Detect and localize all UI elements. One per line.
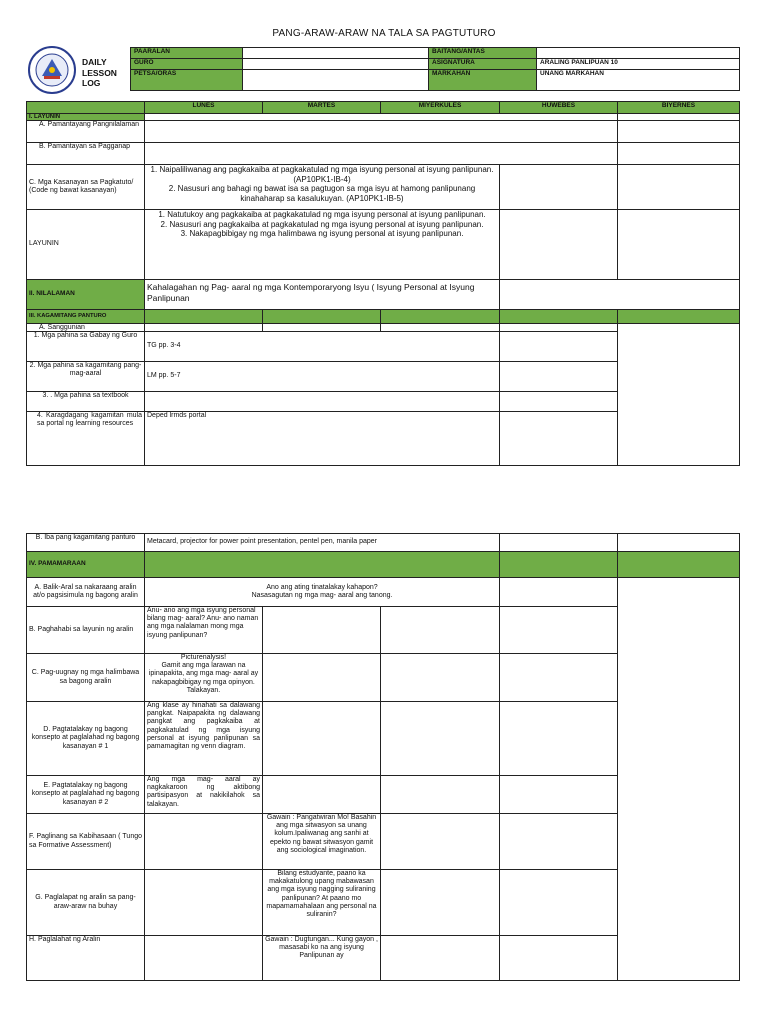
paghahabi-label: B. Paghahabi sa layunin ng aralin [27, 607, 145, 654]
day-header-miyerkules: MIYERKULES [381, 102, 500, 114]
balik-aral-label: A. Balik-Aral sa nakaraang aralin at/o pagsisimula ng bagong aralin [27, 578, 145, 607]
nilalaman-content: Kahalagahan ng Pag- aaral ng mga Kontemporaryong Isyu ( Isyung Personal at Isyung Panlipunan [145, 280, 500, 310]
sanggunian-label: A. Sanggunian [27, 324, 145, 332]
day-header-biyernes: BIYERNES [618, 102, 740, 114]
paaralan-value[interactable] [243, 48, 429, 59]
lesson-table-bottom [26, 533, 740, 981]
karagdagang-kagamitan-value: Deped lrmds portal [145, 412, 500, 466]
layunin-label: LAYUNIN [27, 210, 145, 280]
paglalahat-content: Gawain : Dugtungan... Kung gayon , masasabi ko na ang isyung Panlipunan ay [263, 936, 381, 981]
iba-pang-kagamitan-value: Metacard, projector for power point presentation, pentel pen, manila paper [145, 534, 500, 552]
paglalahat-label: H. Paglalahat ng Aralin [27, 936, 145, 981]
kagamitang-mag-aaral-label: 2. Mga pahina sa kagamitang pang- mag-aaral [27, 362, 145, 392]
kasanayan-content: 1. Naipaliliwanag ang pagkakaiba at pagkakatulad ng mga isyung personal at isyung panlipunan. (AP10PK1-IB-4) 2. Nasusuri ang bahagi ng bawat isa sa pagtugon sa mga isyu at hamong panlipunang kinahaharap sa kasalukuyan. (AP10PK1-IB-5) [145, 165, 500, 210]
asignatura-label: ASIGNATURA [429, 59, 537, 70]
asignatura-value: ARALING PANLIPUAN 10 [537, 59, 740, 70]
balik-aral-content: Ano ang ating tinatalakay kahapon? Nasasagutan ng mga mag- aaral ang tanong. [145, 578, 500, 607]
lesson-table-top [26, 101, 740, 466]
paglinang-content: Gawain : Pangatwiran Mo! Basahin ang mga sitwasyon sa unang kolum.Ipaliwanag ang sanhi at epekto ng bawat sitwasyon gamit ang sociological imagination. [263, 814, 381, 870]
pamantayan-sa-pagganap-label: B. Pamantayan sa Pagganap [27, 143, 145, 165]
header-info-table [130, 47, 740, 91]
pagtatalakay-1-content: Ang klase ay hinahati sa dalawang pangkat. Naipapakita ng dalawang pangkat ang pagkakaiba at pagkakatulad ng mga isyung personal at isyung panlipunan sa pamamagitan ng venn diagram. [145, 702, 263, 776]
day-header-martes: MARTES [263, 102, 381, 114]
kagamitang-panturo-label: III. KAGAMITANG PANTURO [27, 310, 145, 324]
pag-uugnay-content: Picturenalysis! Gamit ang mga larawan na ipinapakita, ang mga mag- aaral ay nakapagbibigay ng mga opinyon. Talakayan. [145, 654, 263, 702]
deped-seal-logo [27, 45, 77, 95]
baitang-value[interactable] [537, 48, 740, 59]
paaralan-label: PAARALAN [131, 48, 243, 59]
guro-value[interactable] [243, 59, 429, 70]
pag-uugnay-label: C. Pag-uugnay ng mga halimbawa sa bagong aralin [27, 654, 145, 702]
markahan-value: UNANG MARKAHAN [537, 70, 740, 91]
pagtatalakay-1-label: D. Pagtatalakay ng bagong konsepto at paglalahad ng bagong kasanayan # 1 [27, 702, 145, 776]
iba-pang-kagamitan-label: B. Iba pang kagamitang panturo [27, 534, 145, 552]
gabay-ng-guro-label: 1. Mga pahina sa Gabay ng Guro [27, 332, 145, 362]
day-header-lunes: LUNES [145, 102, 263, 114]
kagamitang-mag-aaral-value: LM pp. 5-7 [145, 362, 500, 392]
petsa-oras-value[interactable] [243, 70, 429, 91]
paglalapat-label: G. Paglalapat ng aralin sa pang-araw-araw na buhay [27, 870, 145, 936]
gabay-ng-guro-value: TG pp. 3-4 [145, 332, 500, 362]
textbook-label: 3. . Mga pahina sa textbook [27, 392, 145, 412]
baitang-label: BAITANG/ANTAS [429, 48, 537, 59]
pamamaraan-label: IV. PAMAMARAAN [27, 552, 145, 578]
page-title: PANG-ARAW-ARAW NA TALA SA PAGTUTURO [272, 28, 496, 39]
kasanayan-label: C. Mga Kasanayan sa Pagkatuto/ (Code ng bawat kasanayan) [27, 165, 145, 210]
layunin-section-label: I. LAYUNIN [27, 114, 145, 121]
paglinang-label: F. Paglinang sa Kabihasaan ( Tungo sa Formative Assessment) [27, 814, 145, 870]
pagtatalakay-2-label: E. Pagtatalakay ng bagong konsepto at paglalahad ng bagong kasanayan # 2 [27, 776, 145, 814]
pagtatalakay-2-content: Ang mga mag- aaral ay nagkakaroon ng aktibong partisipasyon at nakikilahok sa talakayan. [145, 776, 263, 814]
markahan-label: MARKAHAN [429, 70, 537, 91]
day-header-huwebes: HUWEBES [500, 102, 618, 114]
daily-lesson-log-label: DAILY LESSON LOG [82, 57, 117, 88]
paglalapat-content: Bilang estudyante, paano ka makakatulong upang mabawasan ang mga isyung nagging suliraning panlipunan? At paano mo mapamamahalaan ang personal na suliranin? [263, 870, 381, 936]
nilalaman-label: II. NILALAMAN [27, 280, 145, 310]
guro-label: GURO [131, 59, 243, 70]
layunin-content: 1. Natutukoy ang pagkakaiba at pagkakatulad ng mga isyung personal at isyung panlipunan. 2. Nasusuri ang pagkakaiba at pagkakatulad ng mga isyung personal at isyung panlipunan. 3. Nakapagbibigay ng mga halimbawa ng isyung personal at isyung panlipunan. [145, 210, 500, 280]
paghahabi-content: Anu- ano ang mga isyung personal bilang mag- aaral? Anu- ano naman ang mga nalalaman mong mga isyung panlipunan? [145, 607, 263, 654]
pamantayang-pangnilalaman-label: A. Pamantayang Pangnilalaman [27, 121, 145, 143]
petsa-oras-label: PETSA/ORAS [131, 70, 243, 91]
karagdagang-kagamitan-label: 4. Karagdagang kagamitan mula sa portal ng learning resources [27, 412, 145, 466]
